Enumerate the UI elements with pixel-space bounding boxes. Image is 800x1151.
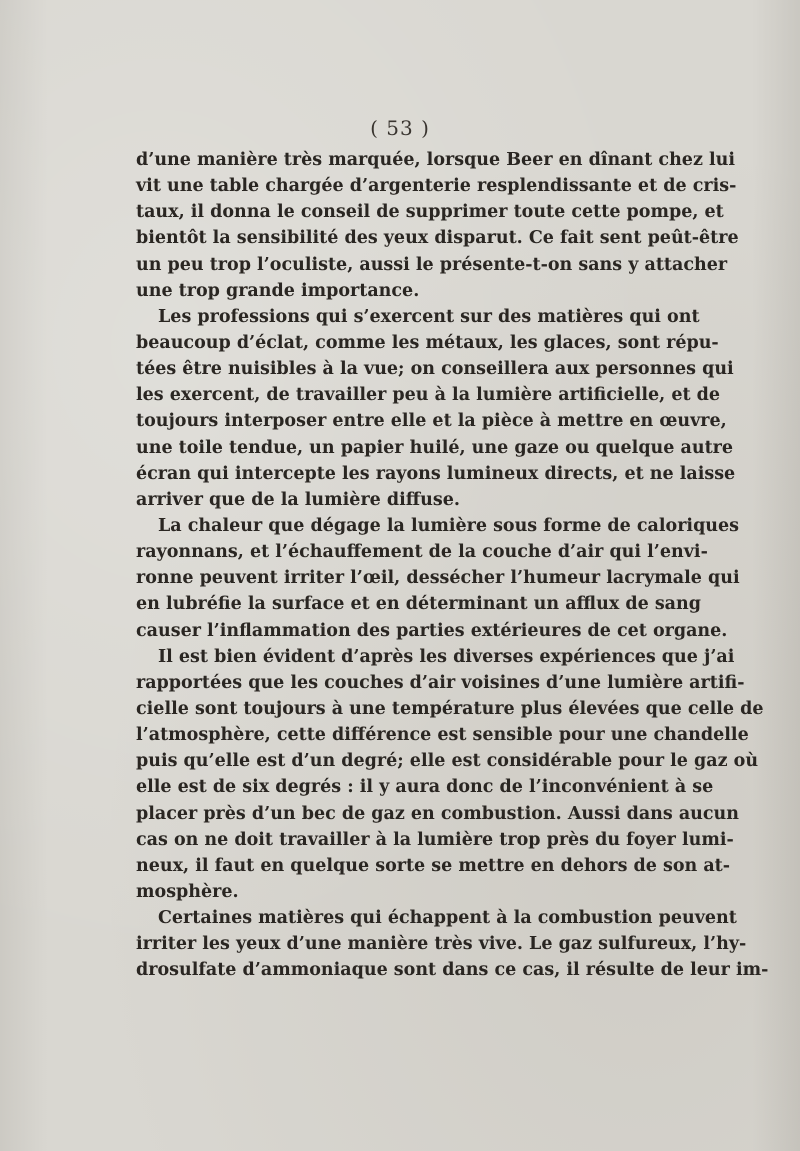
text-line: toujours interposer entre elle et la pièce à mettre en œuvre, (136, 411, 727, 432)
text-line: causer l’inflammation des parties extérieures de cet organe. (136, 620, 728, 641)
text-line: d’une manière très marquée, lorsque Beer en dînant chez lui (136, 150, 735, 170)
text-line: Il est bien évident d’après les diverses expériences que j’ai (158, 646, 735, 667)
text-line: vit une table chargée d’argenterie resplendissante et de cris- (136, 176, 737, 197)
text-line: mosphère. (136, 881, 239, 902)
text-line: cas on ne doit travailler à la lumière trop près du foyer lumi- (136, 829, 734, 850)
text-line: rapportées que les couches d’air voisines d’une lumière artifi- (136, 672, 745, 693)
text-line: ronne peuvent irriter l’œil, dessécher l’humeur lacrymale qui (136, 568, 740, 589)
text-line: tées être nuisibles à la vue; on conseillera aux personnes qui (136, 359, 734, 380)
text-line: l’atmosphère, cette différence est sensible pour une chandelle (136, 725, 749, 746)
text-line: La chaleur que dégage la lumière sous forme de caloriques (158, 515, 740, 536)
text-line: neux, il faut en quelque sorte se mettre en dehors de son at- (136, 855, 731, 876)
text-line: bientôt la sensibilité des yeux disparut. Ce fait sent peût-être (136, 228, 739, 249)
text-line: écran qui intercepte les rayons lumineux directs, et ne laisse (136, 463, 736, 484)
text-line: Certaines matières qui échappent à la combustion peuvent (158, 908, 737, 929)
text-line: une trop grande importance. (136, 280, 420, 301)
text-line: en lubréfie la surface et en déterminant un afflux de sang (136, 594, 701, 615)
body-text (136, 147, 769, 984)
text-line: drosulfate d’ammoniaque sont dans ce cas, il résulte de leur im- (136, 960, 769, 981)
page-number: ( 53 ) (370, 116, 430, 140)
text-line: rayonnans, et l’échauffement de la couche d’air qui l’envi- (136, 542, 708, 563)
text-line: puis qu’elle est d’un degré; elle est considérable pour le gaz où (136, 751, 759, 772)
text-line: une toile tendue, un papier huilé, une gaze ou quelque autre (136, 437, 734, 458)
text-line: cielle sont toujours à une température plus élevées que celle de (136, 698, 764, 719)
text-line: un peu trop l’oculiste, aussi le présente-t-on sans y attacher (136, 254, 728, 275)
text-line: Les professions qui s’exercent sur des matières qui ont (158, 306, 700, 327)
text-line: placer près d’un bec de gaz en combustion. Aussi dans aucun (136, 803, 739, 824)
text-line: elle est de six degrés : il y aura donc de l’inconvénient à se (136, 777, 714, 798)
text-line: arriver que de la lumière diffuse. (136, 489, 460, 510)
text-line: irriter les yeux d’une manière très vive. Le gaz sulfureux, l’hy- (136, 934, 747, 955)
text-line: les exercent, de travailler peu à la lumière artificielle, et de (136, 385, 720, 406)
text-line: beaucoup d’éclat, comme les métaux, les glaces, sont répu- (136, 332, 719, 353)
text-line: taux, il donna le conseil de supprimer toute cette pompe, et (136, 202, 724, 223)
